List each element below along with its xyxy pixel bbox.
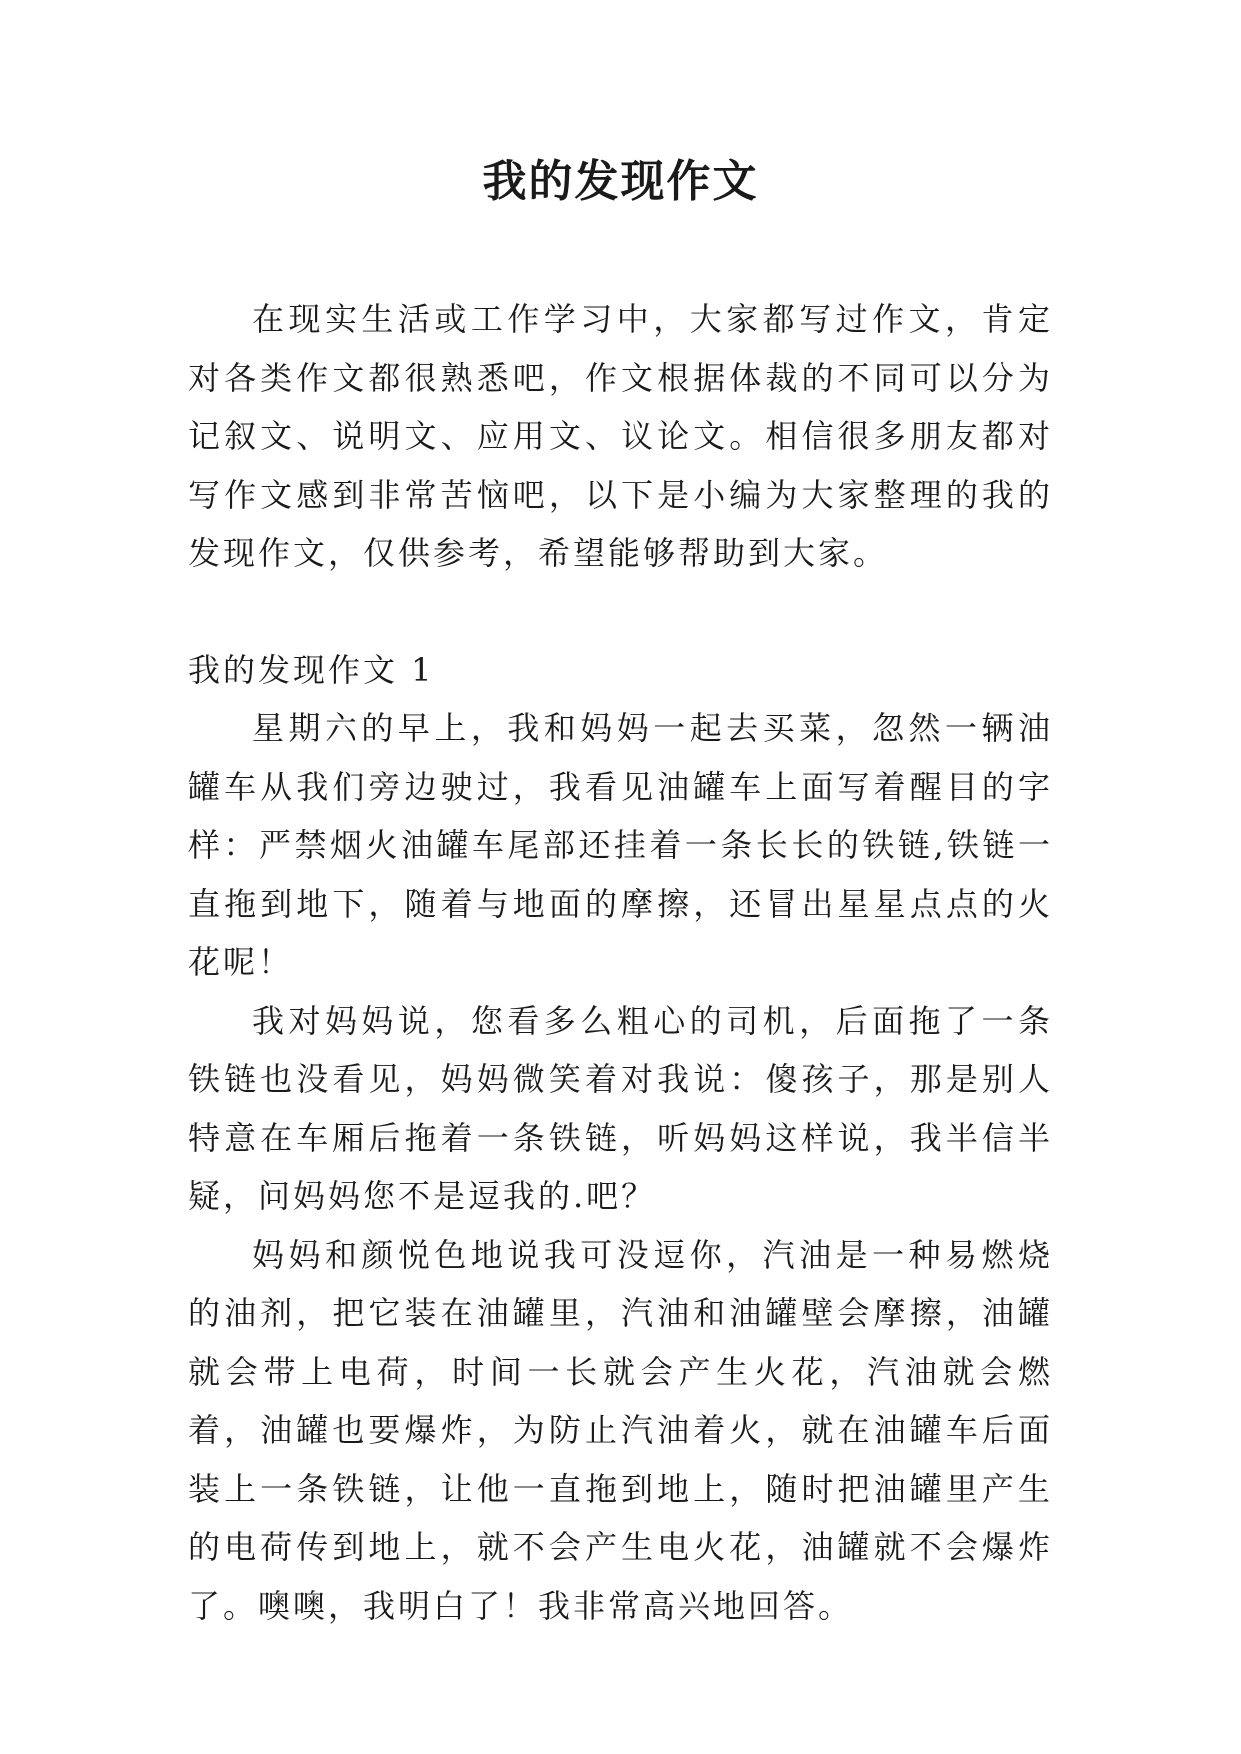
page-title: 我的发现作文: [482, 156, 759, 207]
document-body: [188, 290, 1053, 1635]
body-paragraph-3: 妈妈和颜悦色地说我可没逗你，汽油是一种易燃烧的油剂，把它装在油罐里，汽油和油罐壁会摩擦，油罐就会带上电荷，时间一长就会产生火花，汽油就会燃着，油罐也要爆炸，为防止汽油着火，就在油罐车后面装上一条铁链，让他一直拖到地上，随时把油罐里产生的电荷传到地上，就不会产生电火花，油罐就不会爆炸了。噢噢，我明白了！我非常高兴地回答。: [188, 1235, 1053, 1625]
intro-paragraph: 在现实生活或工作学习中，大家都写过作文，肯定对各类作文都很熟悉吧，作文根据体裁的不同可以分为记叙文、说明文、应用文、议论文。相信很多朋友都对写作文感到非常苦恼吧，以下是小编为大家整理的我的发现作文，仅供参考，希望能够帮助到大家。: [188, 300, 1053, 572]
body-paragraph-1: 星期六的早上，我和妈妈一起去买菜，忽然一辆油罐车从我们旁边驶过，我看见油罐车上面写着醒目的字样：严禁烟火油罐车尾部还挂着一条长长的铁链,铁链一直拖到地下，随着与地面的摩擦，还冒出星星点点的火花呢！: [188, 709, 1053, 981]
body-paragraph-2: 我对妈妈说，您看多么粗心的司机，后面拖了一条铁链也没看见，妈妈微笑着对我说：傻孩子，那是别人特意在车厢后拖着一条铁链，听妈妈这样说，我半信半疑，问妈妈您不是逗我的.吧？: [188, 1001, 1053, 1215]
section-heading: 我的发现作文 1: [188, 650, 435, 689]
